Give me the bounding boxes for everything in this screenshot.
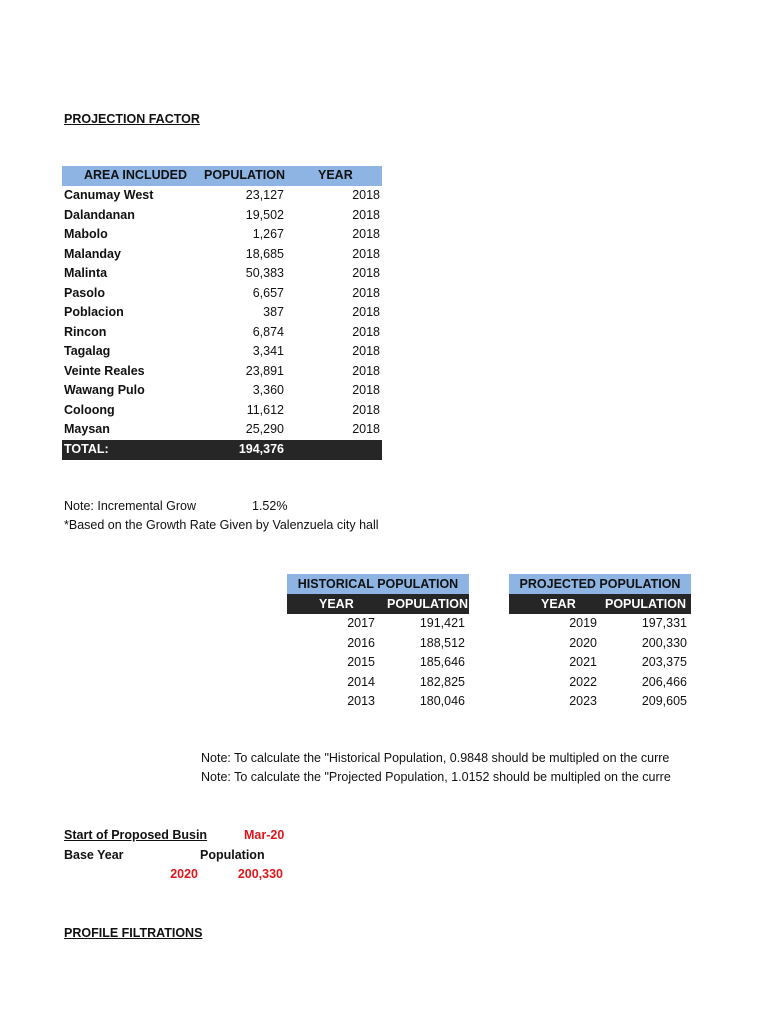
area-population: 6,657: [252, 285, 284, 300]
projected-table-row: [509, 634, 691, 654]
historical-header-year: YEAR: [319, 597, 354, 611]
area-year: 2018: [352, 363, 380, 378]
area-population: 6,874: [252, 324, 284, 339]
area-population-table: [62, 166, 382, 460]
projected-calc-note: Note: To calculate the "Projected Population, 1.0152 should be multipled on the curre: [201, 770, 671, 784]
projected-header-year: YEAR: [541, 597, 576, 611]
historical-table-row: [287, 692, 469, 712]
area-table-row: [62, 362, 382, 382]
area-name: Malinta: [64, 266, 108, 280]
area-year: 2018: [352, 402, 380, 417]
area-table-row: [62, 225, 382, 245]
profile-filtrations-heading: PROFILE FILTRATIONS: [64, 926, 203, 940]
historical-table-row: [287, 653, 469, 673]
projected-table-row: [509, 692, 691, 712]
projected-population-table: [509, 574, 687, 712]
area-population: 3,360: [252, 383, 284, 397]
area-name: Veinte Reales: [64, 363, 145, 378]
area-name: Maysan: [64, 422, 110, 436]
area-table-row: [62, 245, 382, 265]
area-population: 23,127: [245, 188, 284, 202]
base-year-value: 2020: [170, 867, 198, 881]
row-year: 2014: [347, 674, 375, 689]
growth-rate-value: 1.52%: [252, 499, 288, 513]
area-name: Canumay West: [64, 188, 154, 202]
historical-calc-note: Note: To calculate the "Historical Population, 0.9848 should be multipled on the curre: [201, 751, 670, 765]
area-table-row: [62, 381, 382, 401]
historical-table-row: [287, 614, 469, 634]
area-population: 23,891: [245, 363, 284, 378]
projected-header-population: POPULATION: [605, 597, 687, 611]
area-population: 50,383: [245, 266, 284, 280]
area-population: 11,612: [246, 402, 284, 417]
start-proposed-business-value: Mar-20: [244, 828, 285, 842]
area-table-row: [62, 420, 382, 440]
historical-table-row: [287, 673, 469, 693]
projected-table-row: [509, 673, 691, 693]
row-population: 209,605: [641, 694, 687, 708]
row-population: 180,046: [419, 694, 465, 708]
area-table-row: [62, 303, 382, 323]
area-table-row: [62, 186, 382, 206]
area-table-row: [62, 206, 382, 226]
population-label: Population: [200, 848, 265, 862]
historical-table-title: HISTORICAL POPULATION: [287, 574, 469, 594]
area-year: 2018: [352, 285, 380, 300]
row-year: 2023: [569, 694, 597, 708]
header-year: YEAR: [318, 168, 353, 182]
area-year: 2018: [352, 383, 380, 397]
growth-note-label: Note: Incremental Grow: [64, 499, 196, 513]
projection-factor-heading: PROJECTION FACTOR: [64, 112, 200, 126]
row-year: 2015: [347, 655, 375, 669]
historical-table-header: [287, 594, 469, 614]
projected-table-row: [509, 653, 691, 673]
area-name: Dalandanan: [64, 207, 135, 222]
growth-basis-note: *Based on the Growth Rate Given by Valenzuela city hall: [64, 518, 379, 532]
area-population: 387: [263, 305, 284, 319]
area-population: 3,341: [252, 344, 284, 358]
row-population: 188,512: [419, 635, 465, 650]
row-year: 2021: [569, 655, 597, 669]
area-name: Malanday: [64, 246, 121, 261]
projected-table-title: PROJECTED POPULATION: [509, 574, 691, 594]
area-name: Tagalag: [64, 344, 111, 358]
total-label: TOTAL:: [64, 441, 109, 456]
area-year: 2018: [352, 422, 380, 436]
area-table-header: [62, 166, 382, 186]
area-year: 2018: [352, 324, 380, 339]
area-year: 2018: [352, 188, 380, 202]
area-table-row: [62, 284, 382, 304]
base-population-value: 200,330: [237, 867, 283, 881]
area-year: 2018: [352, 227, 380, 241]
area-population: 19,502: [245, 207, 284, 222]
area-population: 25,290: [245, 422, 284, 436]
historical-header-population: POPULATION: [387, 597, 469, 611]
row-population: 200,330: [641, 635, 687, 650]
projected-table-row: [509, 614, 691, 634]
row-population: 197,331: [641, 616, 687, 630]
area-population: 18,685: [245, 246, 284, 261]
row-year: 2019: [569, 616, 597, 630]
area-table-row: [62, 401, 382, 421]
row-year: 2022: [569, 674, 597, 689]
row-year: 2013: [347, 694, 375, 708]
row-population: 206,466: [641, 674, 687, 689]
area-year: 2018: [352, 266, 380, 280]
area-year: 2018: [352, 305, 380, 319]
row-population: 203,375: [641, 655, 687, 669]
area-table-row: [62, 323, 382, 343]
row-year: 2016: [347, 635, 375, 650]
total-value: 194,376: [238, 441, 284, 456]
area-name: Mabolo: [64, 227, 108, 241]
row-population: 191,421: [419, 616, 465, 630]
area-name: Coloong: [64, 402, 115, 417]
row-population: 182,825: [419, 674, 465, 689]
historical-population-table: [287, 574, 469, 712]
area-year: 2018: [352, 207, 380, 222]
area-table-row: [62, 342, 382, 362]
historical-table-row: [287, 634, 469, 654]
area-name: Rincon: [64, 324, 107, 339]
row-population: 185,646: [419, 655, 465, 669]
area-table-total-row: [62, 440, 382, 460]
area-name: Pasolo: [64, 285, 105, 300]
base-year-label: Base Year: [64, 848, 124, 862]
area-table-row: [62, 264, 382, 284]
row-year: 2020: [569, 635, 597, 650]
header-population: POPULATION: [204, 168, 286, 182]
area-name: Poblacion: [64, 305, 124, 319]
projected-table-header: [509, 594, 691, 614]
area-year: 2018: [352, 246, 380, 261]
area-population: 1,267: [252, 227, 284, 241]
area-year: 2018: [352, 344, 380, 358]
area-name: Wawang Pulo: [64, 383, 145, 397]
header-area-included: AREA INCLUDED: [84, 168, 188, 182]
start-proposed-business-label: Start of Proposed Busin: [64, 828, 208, 842]
row-year: 2017: [347, 616, 375, 630]
